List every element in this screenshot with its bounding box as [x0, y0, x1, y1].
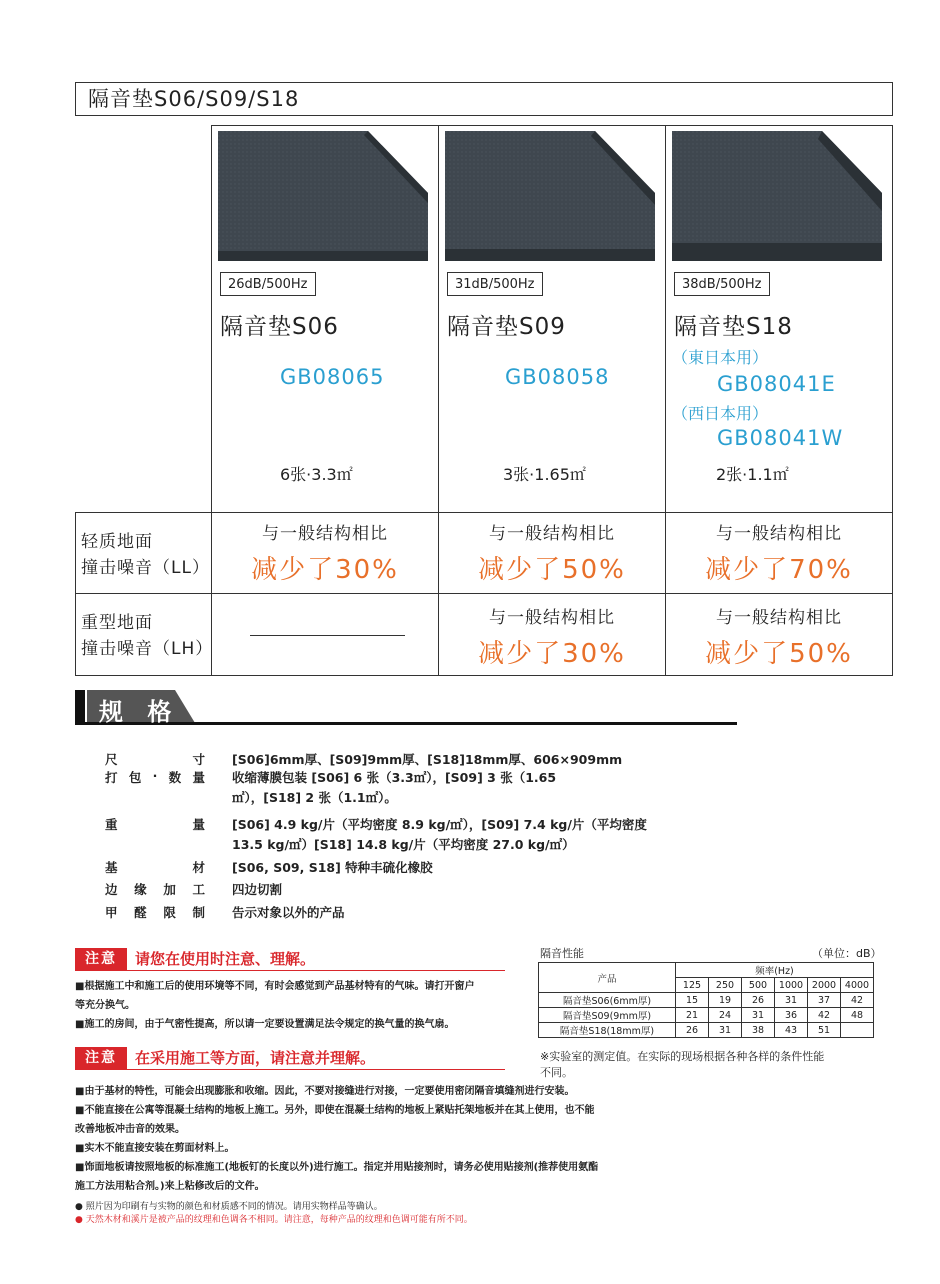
spec-label: 打 包 · 数 量 [105, 768, 205, 785]
spec-label: 重 量 [105, 817, 205, 832]
note-construction: 注意 在采用施工等方面，请注意并理解。 [75, 1047, 525, 1069]
spec-value: [S06] 4.9 kg/片（平均密度 8.9 kg/㎡），[S09] 7.4 kg/片（平均密度 [232, 817, 647, 832]
spec-value: 四边切割 [232, 882, 283, 897]
product-name-s18: 隔音垫S18 [674, 314, 793, 340]
reduction-lh-s09: 减少了30% [478, 639, 626, 669]
row-label-lh: 重型地面 撞击噪音（LH） [81, 613, 214, 659]
perf-value: 31 [709, 1023, 742, 1038]
perf-value: 37 [808, 993, 841, 1008]
reduction-lh-s18: 减少了50% [705, 639, 853, 669]
db-badge-s18: 38dB/500Hz [674, 272, 770, 296]
compare-text: 与一般结构相比 [489, 524, 615, 544]
perf-value: 19 [709, 993, 742, 1008]
perf-value: 15 [676, 993, 709, 1008]
quantity-s06: 6张·3.3㎡ [280, 465, 353, 484]
spec-value: 收缩薄膜包装 [S06] 6 张（3.3㎡），[S09] 3 张（1.65 [232, 770, 557, 785]
perf-title: 隔音性能 [540, 947, 584, 960]
region-east: （東日本用） [672, 348, 769, 367]
freq-header: 125 [676, 978, 709, 993]
footnote-2: ● 天然木材和溪片是被产品的纹理和色调各不相同。请注意，每种产品的纹理和色调可能有所不同。 [75, 1215, 473, 1225]
reduction-ll-s09: 减少了50% [478, 555, 626, 585]
mat-s09-image [445, 131, 655, 261]
reduction-ll-s06: 减少了30% [251, 555, 399, 585]
spec-heading: 规 格 [75, 690, 737, 726]
perf-note-1: ※实验室的测定值。在实际的现场根据各种各样的条件性能 [540, 1050, 825, 1063]
perf-value: 21 [676, 1008, 709, 1023]
product-code-s06: GB08065 [280, 365, 385, 389]
table-row [539, 993, 874, 1008]
footnote-1: ● 照片因为印刷有与实物的颜色和材质感不同的情况。请用实物样品等确认。 [75, 1202, 383, 1212]
compare-text: 与一般结构相比 [716, 608, 842, 628]
perf-value: 43 [775, 1023, 808, 1038]
na-dash [250, 635, 405, 636]
compare-text: 与一般结构相比 [262, 524, 388, 544]
perf-value: 48 [841, 1008, 874, 1023]
table-row [539, 1008, 874, 1023]
compare-text: 与一般结构相比 [489, 608, 615, 628]
note-usage: 注意 请您在使用时注意、理解。 [75, 948, 525, 970]
spec-label: 边 缘 加 工 [105, 882, 205, 897]
perf-value: 36 [775, 1008, 808, 1023]
freq-header: 500 [742, 978, 775, 993]
perf-unit: （单位：dB） [812, 947, 882, 960]
product-name-s06: 隔音垫S06 [220, 314, 339, 340]
spec-value: [S06]6mm厚、[S09]9mm厚、[S18]18mm厚、606×909mm [232, 752, 623, 767]
row-label-ll: 轻质地面 撞击噪音（LL） [81, 532, 210, 578]
perf-value: 31 [775, 993, 808, 1008]
spec-label: 尺 寸 [105, 752, 205, 767]
perf-value: 51 [808, 1023, 841, 1038]
product-code-s18-west: GB08041W [717, 426, 844, 450]
perf-value: 24 [709, 1008, 742, 1023]
freq-header: 250 [709, 978, 742, 993]
product-code-s09: GB08058 [505, 365, 610, 389]
perf-value: 31 [742, 1008, 775, 1023]
freq-header: 4000 [841, 978, 874, 993]
perf-value [841, 1023, 874, 1038]
spec-value: ㎡），[S18] 2 张（1.1㎡）。 [232, 790, 397, 805]
product-name-s09: 隔音垫S09 [447, 314, 566, 340]
db-badge-s06: 26dB/500Hz [220, 272, 316, 296]
perf-product-name: 隔音垫S09(9mm厚) [539, 1008, 676, 1023]
table-row [539, 1023, 874, 1038]
db-badge-s09: 31dB/500Hz [447, 272, 543, 296]
page-title: 隔音垫S06/S09/S18 [75, 82, 893, 116]
spec-value: 13.5 kg/㎡）[S18] 14.8 kg/片（平均密度 27.0 kg/㎡） [232, 837, 575, 852]
perf-value: 42 [841, 993, 874, 1008]
perf-value: 42 [808, 1008, 841, 1023]
note-construction-text: ■由于基材的特性，可能会出现膨胀和收缩。因此，不要对接缝进行对接，一定要使用密闭隔音填缝剂进行安装。 ■不能直接在公寓等混凝土结构的地板上施工。另外，即使在混凝土结构的地板上紧贴托架地板并在其上使用，也不能 改善地板冲击音的效果。 ■实木不能直接安装在剪面材料上。 ■饰面地板请按照地板的标准施工(地板钉的长度以外)进行施工。指定并用贴接剂时，请务必使用贴接剂(推荐使用氨酯 施工方法用粘合剂。)来上粘修改后的文件。 [75, 1086, 599, 1192]
perf-table: 产品 频率(Hz) 125 250 500 1000 2000 4000 隔音垫S06(6mm厚) 15 19 26 31 37 42 隔音垫S09(9mm厚) 21 24 31 36 42 48 隔音垫S18(18mm厚) 26 31 38 43 51 [538, 962, 874, 1038]
note-usage-text: ■根据施工中和施工后的使用环境等不同，有时会感觉到产品基材特有的气味。请打开窗户 等充分换气。 ■施工的房间，由于气密性提高，所以请一定要设置满足法令规定的换气量的换气扇。 [75, 981, 475, 1030]
quantity-s09: 3张·1.65㎡ [503, 465, 586, 484]
freq-header: 2000 [808, 978, 841, 993]
reduction-ll-s18: 减少了70% [705, 555, 853, 585]
spec-label: 基 材 [105, 860, 205, 875]
perf-product-name: 隔音垫S06(6mm厚) [539, 993, 676, 1008]
freq-header: 1000 [775, 978, 808, 993]
quantity-s18: 2张·1.1㎡ [716, 465, 789, 484]
spec-label: 甲 醛 限 制 [105, 905, 205, 920]
perf-value: 38 [742, 1023, 775, 1038]
perf-value: 26 [742, 993, 775, 1008]
mat-s18-image [672, 131, 882, 261]
spec-value: 告示对象以外的产品 [232, 905, 345, 920]
product-code-s18-east: GB08041E [717, 372, 836, 396]
perf-note-2: 不同。 [540, 1066, 573, 1079]
spec-value: [S06, S09, S18] 特种丰硫化橡胶 [232, 860, 433, 875]
region-west: （西日本用） [672, 404, 769, 423]
compare-text: 与一般结构相比 [716, 524, 842, 544]
product-table [75, 125, 893, 676]
perf-product-name: 隔音垫S18(18mm厚) [539, 1023, 676, 1038]
perf-value: 26 [676, 1023, 709, 1038]
mat-s06-image [218, 131, 428, 261]
